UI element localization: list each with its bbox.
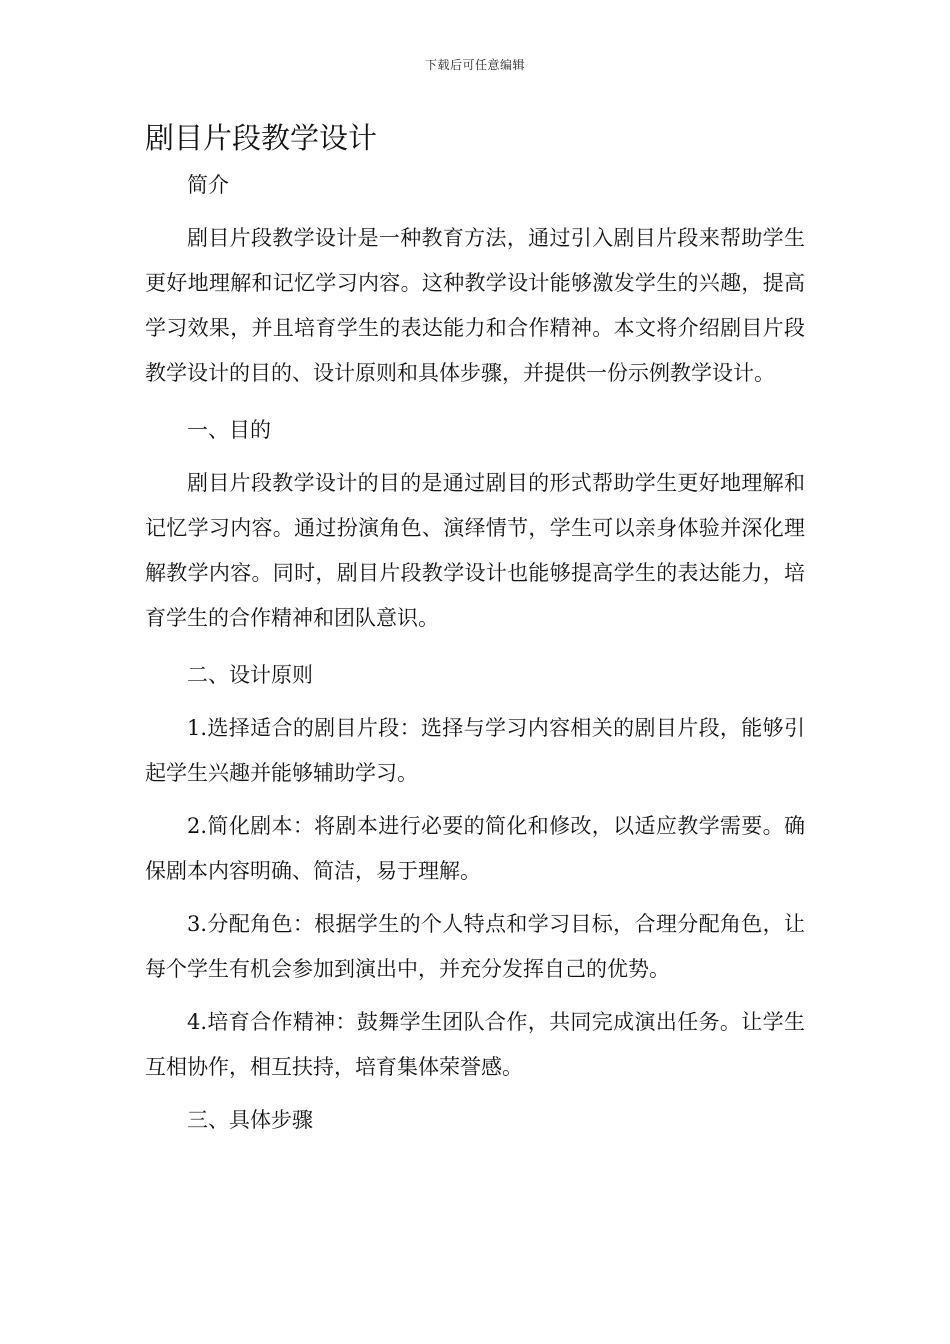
header-note: 下载后可任意编辑 (424, 58, 525, 72)
section1-heading: 一、目的 (187, 418, 271, 442)
intro-paragraph: 剧目片段教学设计是一种教育方法，通过引入剧目片段来帮助学生更好地理解和记忆学习内容。这种教学设计能够激发学生的兴趣，提高学习效果，并且培育学生的表达能力和合作精神。本文将介绍剧目片段教学设计的目的、设计原则和具体步骤，并提供一份示例教学设计。 (145, 226, 805, 385)
section1-paragraph: 剧目片段教学设计的目的是通过剧目的形式帮助学生更好地理解和记忆学习内容。通过扮演角色、演绎情节，学生可以亲身体验并深化理解教学内容。同时，剧目片段教学设计也能够提高学生的表达能力，培育学生的合作精神和团队意识。 (145, 471, 805, 630)
section3-heading: 三、具体步骤 (187, 1108, 313, 1132)
section2-heading: 二、设计原则 (187, 663, 313, 687)
intro-heading: 简介 (187, 173, 229, 197)
principle-item: 3.分配角色：根据学生的个人特点和学习目标，合理分配角色，让每个学生有机会参加到演出中，并充分发挥自己的优势。 (145, 912, 805, 981)
document-title: 剧目片段教学设计 (145, 121, 378, 155)
document-body (145, 163, 805, 1143)
principle-item: 4.培育合作精神：鼓舞学生团队合作，共同完成演出任务。让学生互相协作，相互扶持，培育集体荣誉感。 (145, 1010, 805, 1079)
principle-item: 2.简化剧本：将剧本进行必要的简化和修改，以适应教学需要。确保剧本内容明确、简洁，易于理解。 (145, 814, 805, 883)
principle-item: 1.选择适合的剧目片段：选择与学习内容相关的剧目片段，能够引起学生兴趣并能够辅助学习。 (145, 716, 805, 785)
